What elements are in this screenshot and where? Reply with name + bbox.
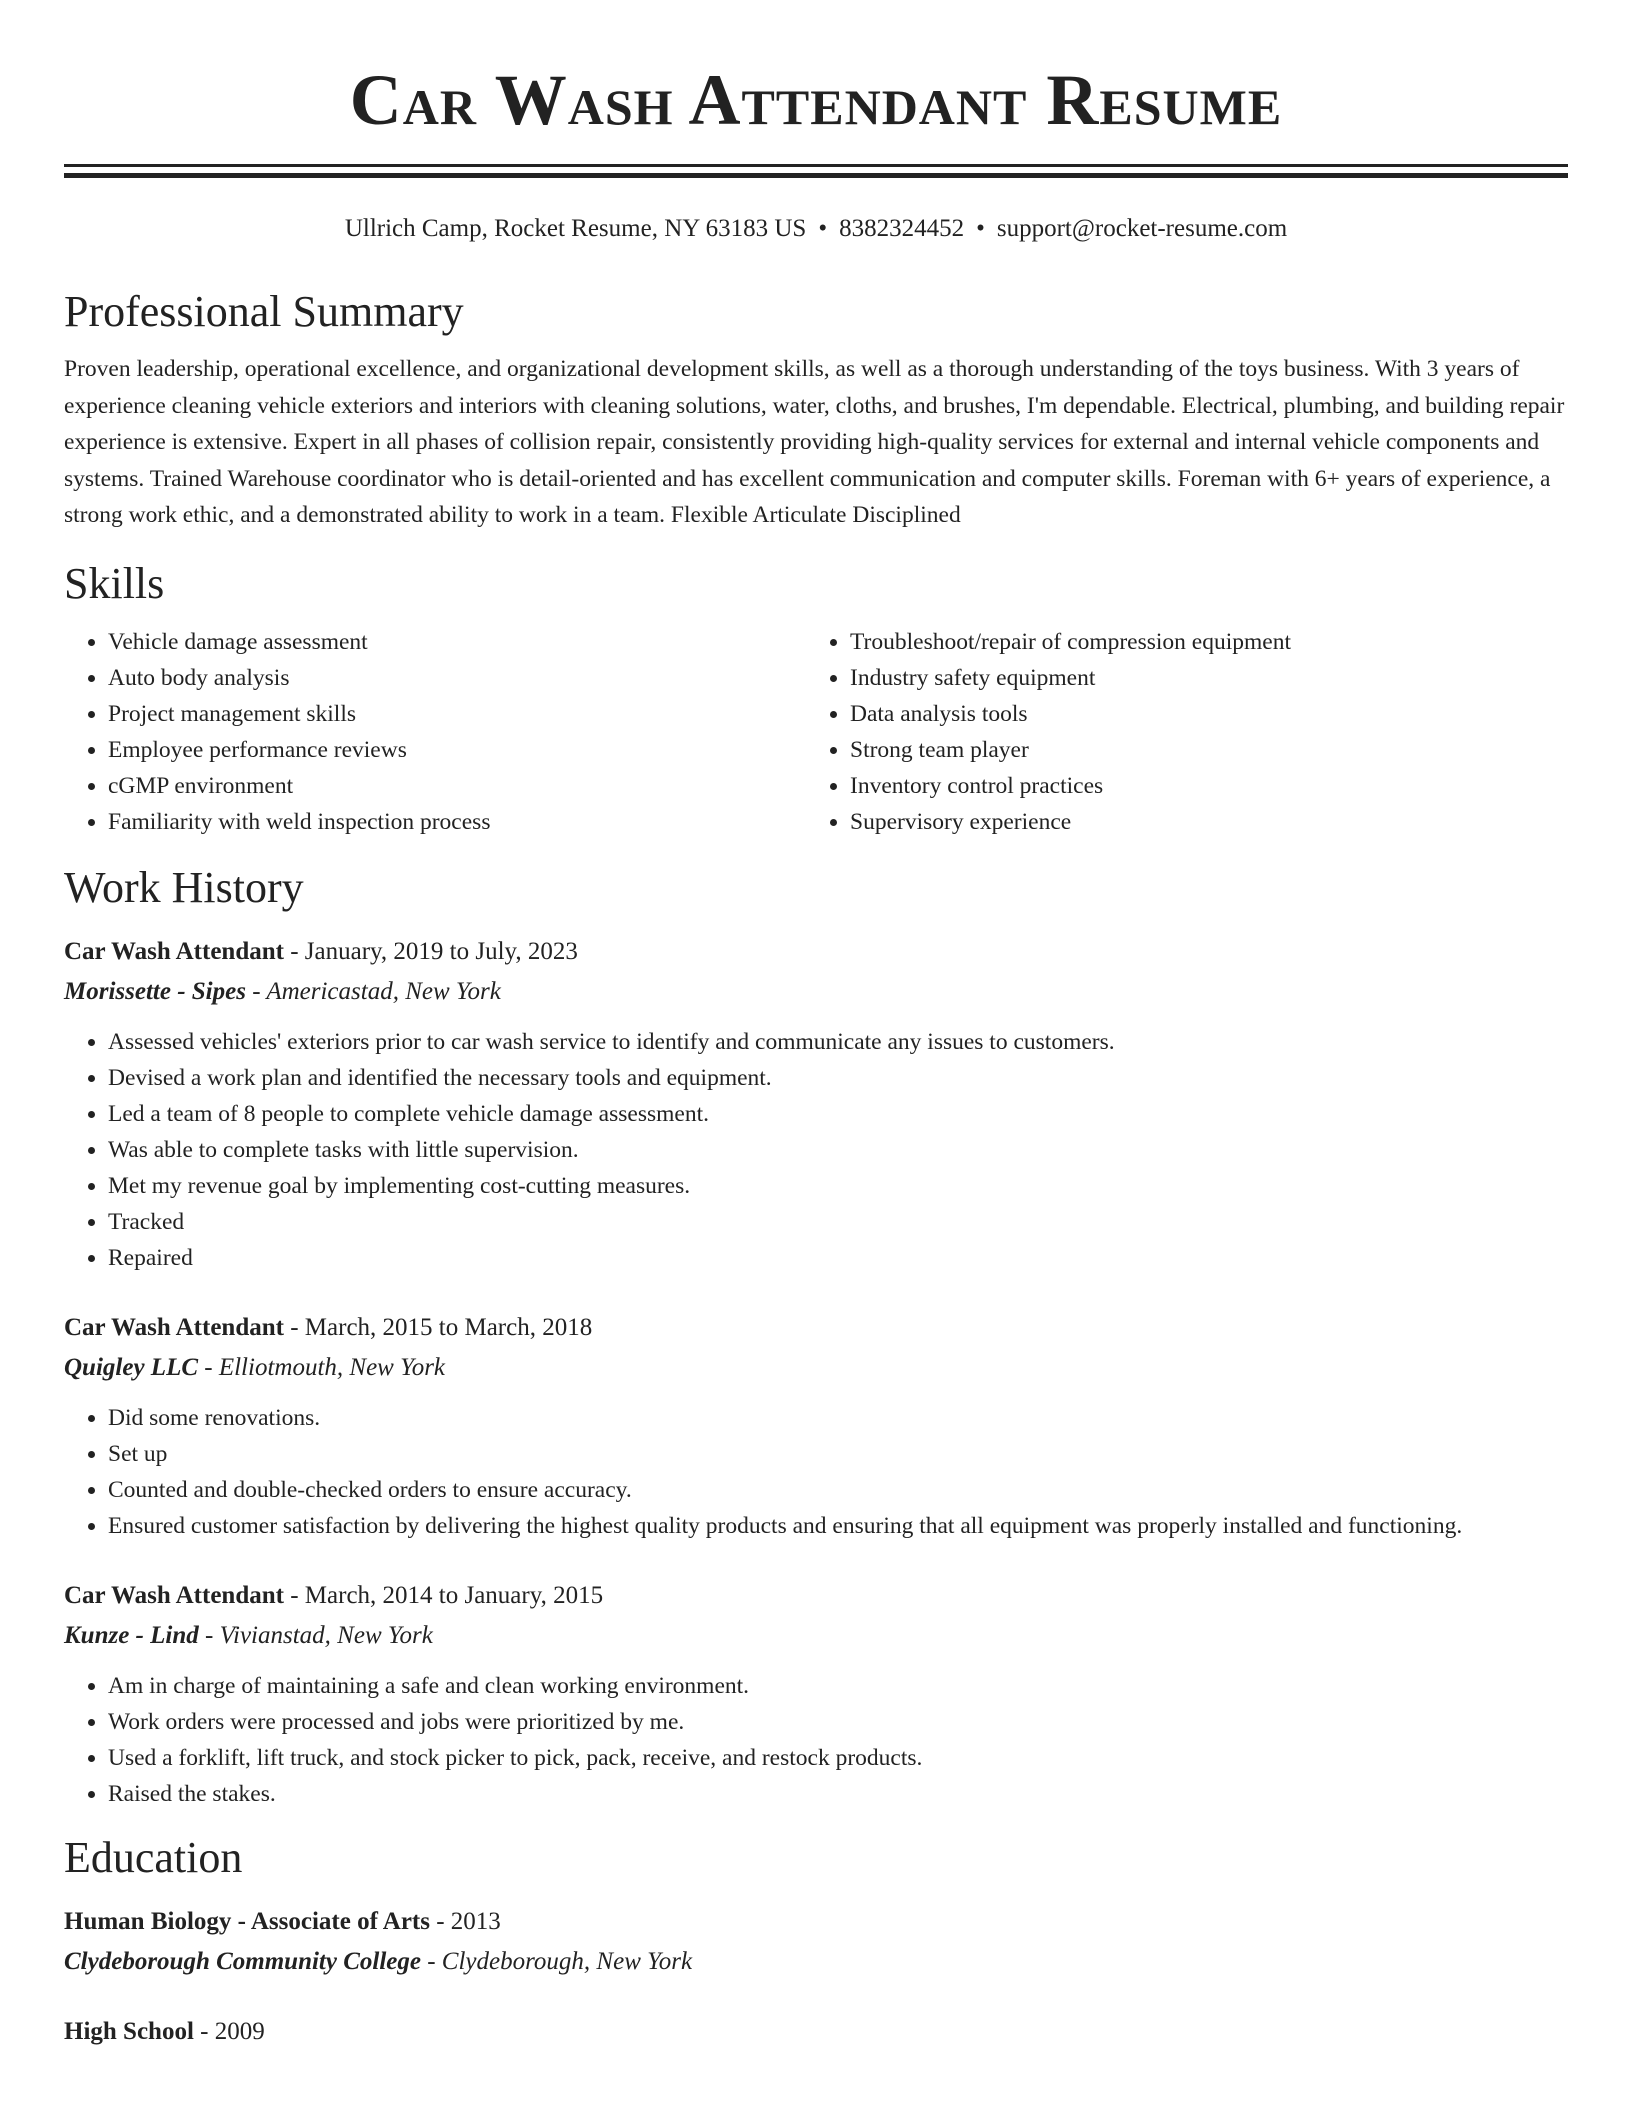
school-line (64, 1944, 1568, 1980)
job-company-line (64, 1350, 1568, 1386)
education-entry (64, 2014, 1568, 2050)
degree: Human Biology - Associate of Arts (64, 1907, 430, 1935)
job-duties (64, 1024, 1568, 1276)
job-title: Car Wash Attendant (64, 937, 284, 965)
job-duty: • Did some renovations. (108, 1400, 1568, 1436)
summary-text: Proven leadership, operational excellence, and organizational development skills, as well as a thorough understanding of the toys business. With 3 years of experience cleaning vehicle exteriors and interiors with cleaning solutions, water, cloths, and brushes, I'm dependable. Electrical, plumbing, and building repair experience is extensive. Expert in all phases of collision repair, consistently providing high-quality services for external and internal vehicle components and systems. Trained Warehouse coordinator who is detail-oriented and has excellent communication and computer skills. Foreman with 6+ years of experience, a strong work ethic, and a demonstrated ability to work in a team. Flexible Articulate Disciplined (64, 356, 1565, 528)
job-duty: • Set up (108, 1436, 1568, 1472)
job-duty: • Met my revenue goal by implementing cost-cutting measures. (108, 1168, 1568, 1204)
summary-heading: Professional Summary (64, 287, 464, 336)
skills-column-right (806, 624, 1548, 840)
job-company: Morissette - Sipes (64, 977, 246, 1005)
contact-phone: 8382324452 (839, 215, 965, 242)
job-duty: • Repaired (108, 1240, 1568, 1276)
job-entry (64, 1310, 1568, 1544)
job-duty: • Raised the stakes. (108, 1776, 1568, 1812)
degree: High School (64, 2017, 194, 2045)
education-entry (64, 1904, 1568, 1980)
job-duty: • Devised a work plan and identified the necessary tools and equipment. (108, 1060, 1568, 1096)
job-company: Kunze - Lind (64, 1621, 199, 1649)
job-title-line (64, 1578, 1568, 1614)
skills-list (64, 624, 1568, 840)
contact-line (64, 214, 1568, 244)
skill-item: • Inventory control practices (850, 768, 1548, 804)
job-title-line (64, 934, 1568, 970)
title-divider-thick (64, 173, 1568, 178)
degree-line (64, 2014, 1568, 2050)
job-dates: - January, 2019 to July, 2023 (283, 937, 578, 965)
contact-separator: • (818, 215, 828, 242)
job-title: Car Wash Attendant (64, 1581, 284, 1609)
skill-item: • Vehicle damage assessment (108, 624, 806, 660)
job-duty: • Was able to complete tasks with little supervision. (108, 1132, 1568, 1168)
job-location: - Elliotmouth, New York (198, 1353, 446, 1381)
school: Clydeborough Community College (64, 1947, 421, 1975)
job-duty: • Led a team of 8 people to complete vehicle damage assessment. (108, 1096, 1568, 1132)
job-company-line (64, 1618, 1568, 1654)
job-company-line (64, 974, 1568, 1010)
job-duty: • Counted and double-checked orders to ensure accuracy. (108, 1472, 1568, 1508)
skill-item: • Supervisory experience (850, 804, 1548, 840)
job-location: - Americastad, New York (245, 977, 501, 1005)
skill-item: • Troubleshoot/repair of compression equipment (850, 624, 1548, 660)
resume-title: Car Wash Attendant Resume (349, 60, 1283, 140)
skill-item: • Auto body analysis (108, 660, 806, 696)
job-duty: • Work orders were processed and jobs were prioritized by me. (108, 1704, 1568, 1740)
job-title-line (64, 1310, 1568, 1346)
skill-item: • Employee performance reviews (108, 732, 806, 768)
skill-item: • Industry safety equipment (850, 660, 1548, 696)
skill-item: • Project management skills (108, 696, 806, 732)
job-duties (64, 1400, 1568, 1544)
skills-heading: Skills (64, 558, 165, 608)
skill-item: • Strong team player (850, 732, 1548, 768)
work-history-heading: Work History (64, 862, 304, 912)
skill-item: • Familiarity with weld inspection process (108, 804, 806, 840)
education-heading: Education (64, 1832, 243, 1882)
contact-email: support@rocket-resume.com (996, 215, 1288, 242)
contact-address: Ullrich Camp, Rocket Resume, NY 63183 US (344, 215, 807, 242)
contact-separator: • (976, 215, 985, 242)
job-dates: - March, 2015 to March, 2018 (283, 1313, 593, 1341)
degree-year: - 2013 (429, 1907, 501, 1935)
job-duty: • Used a forklift, lift truck, and stock picker to pick, pack, receive, and restock products. (108, 1740, 1568, 1776)
job-duty: • Tracked (108, 1204, 1568, 1240)
skill-item: • Data analysis tools (850, 696, 1548, 732)
skills-column-left (64, 624, 806, 840)
job-duty: • Assessed vehicles' exteriors prior to car wash service to identify and communicate any issues to customers. (108, 1024, 1568, 1060)
job-dates: - March, 2014 to January, 2015 (283, 1581, 604, 1609)
title-divider-thin (64, 164, 1568, 167)
job-entry (64, 1578, 1568, 1812)
job-location: - Vivianstad, New York (198, 1621, 433, 1649)
job-title: Car Wash Attendant (64, 1313, 284, 1341)
skill-item: • cGMP environment (108, 768, 806, 804)
job-entry (64, 934, 1568, 1276)
job-duties (64, 1668, 1568, 1812)
degree-line (64, 1904, 1568, 1940)
school-location: - Clydeborough, New York (420, 1947, 693, 1975)
job-duty: • Ensured customer satisfaction by delivering the highest quality products and ensuring that all equipment was properly installed and functioning. (108, 1508, 1568, 1544)
degree-year: - 2009 (193, 2017, 265, 2045)
job-company: Quigley LLC (64, 1353, 199, 1381)
job-duty: • Am in charge of maintaining a safe and clean working environment. (108, 1668, 1568, 1704)
